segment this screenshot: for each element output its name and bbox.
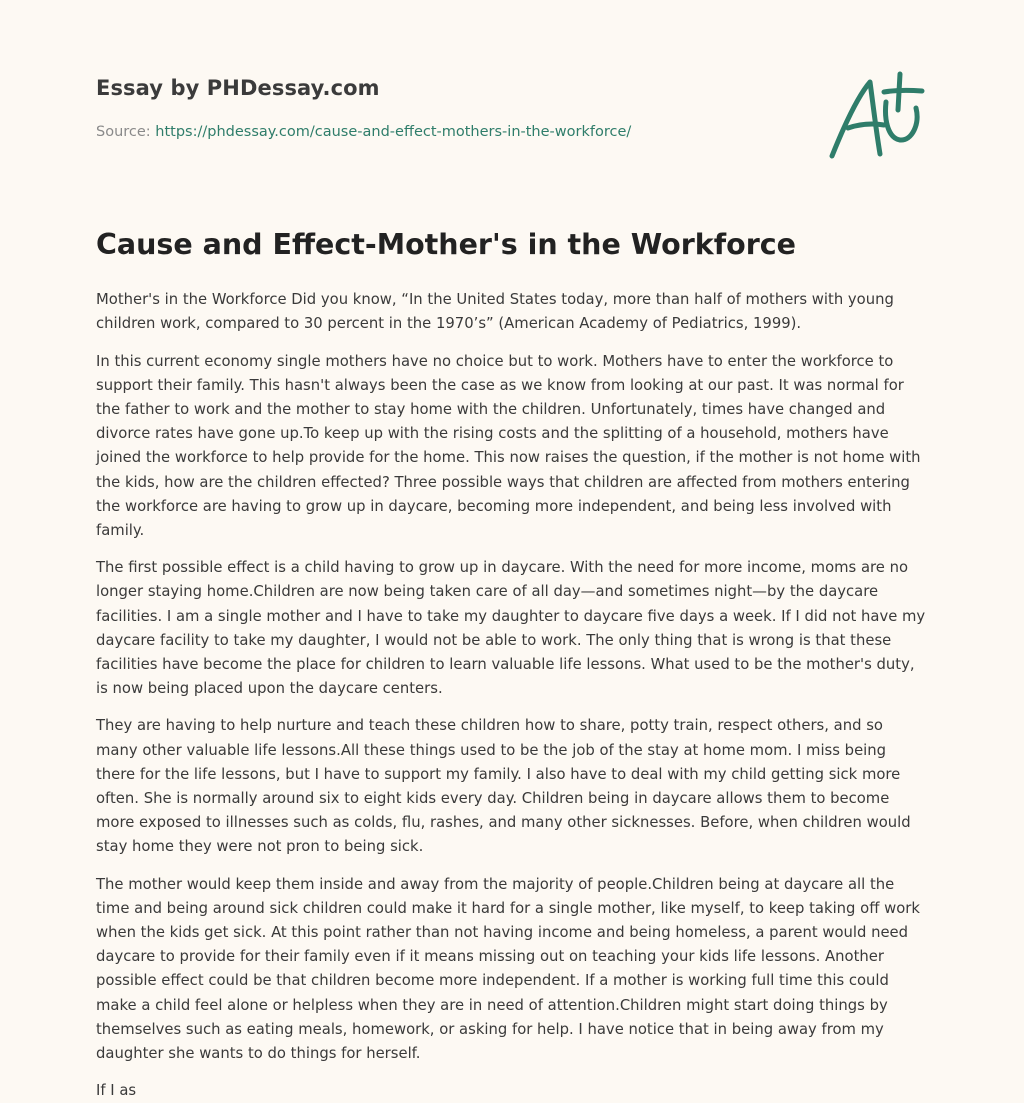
a-plus-logo-icon [826, 68, 930, 164]
essay-paragraph: The first possible effect is a child having to grow up in daycare. With the need for more income, moms are no longer staying home.Children are now being taken care of all day—and sometimes night—by the daycare facilities. I am a single mother and I have to take my daughter to daycare five days a week. If I did not have my daycare facility to take my daughter, I would not be able to work. The only thing that is wrong is that these facilities have become the place for children to learn valuable life lessons. What used to be the mother's duty, is now being placed upon the daycare centers. [96, 559, 926, 698]
site-brand: Essay by PHDessay.com [96, 76, 380, 100]
source-label: Source: [96, 124, 151, 140]
essay-paragraph: In this current economy single mothers have no choice but to work. Mothers have to enter the workforce to support their family. This hasn't always been the case as we know from looking at our past. It was normal for the father to work and the mother to stay home with the children. Unfortunately, times have changed and divorce rates have gone up.To keep up with the rising costs and the splitting of a household, mothers have joined the workforce to help provide for the home. This now raises the question, if the mother is not home with the kids, how are the children effected? Three possible ways that children are affected from mothers entering the workforce are having to grow up in daycare, becoming more independent, and being less involved with family. [96, 352, 921, 540]
essay-title: Cause and Effect-Mother's in the Workforce [96, 228, 796, 261]
essay-paragraph: If I as [96, 1082, 137, 1100]
essay-paragraph: The mother would keep them inside and away from the majority of people.Children being at daycare all the time and being around sick children could make it hard for a single mother, like myself, to keep taking off work when the kids get sick. At this point rather than not having income and being homeless, a parent would need daycare to provide for their family even if it means missing out on teaching your kids life lessons. Another possible effect could be that children become more independent. If a mother is working full time this could make a child feel alone or helpless when they are in need of attention.Children might start doing things by themselves such as eating meals, homework, or asking for help. I have notice that in being away from my daughter she wants to do things for herself. [96, 875, 920, 1063]
essay-body [96, 288, 928, 1103]
essay-paragraph: Mother's in the Workforce Did you know, “In the United States today, more than half of mothers with young children work, compared to 30 percent in the 1970’s” (American Academy of Pediatrics, 1999). [96, 291, 894, 333]
source-line [96, 124, 631, 140]
page-header [96, 0, 928, 170]
essay-paragraph: They are having to help nurture and teach these children how to share, potty train, respect others, and so many other valuable life lessons.All these things used to be the job of the stay at home mom. I miss being there for the life lessons, but I have to support my family. I also have to deal with my child getting sick more often. She is normally around six to eight kids every day. Children being in daycare allows them to become more exposed to illnesses such as colds, flu, rashes, and many other sicknesses. Before, when children would stay home they were not pron to being sick. [96, 717, 911, 856]
source-link[interactable]: https://phdessay.com/cause-and-effect-mothers-in-the-workforce/ [155, 124, 632, 140]
